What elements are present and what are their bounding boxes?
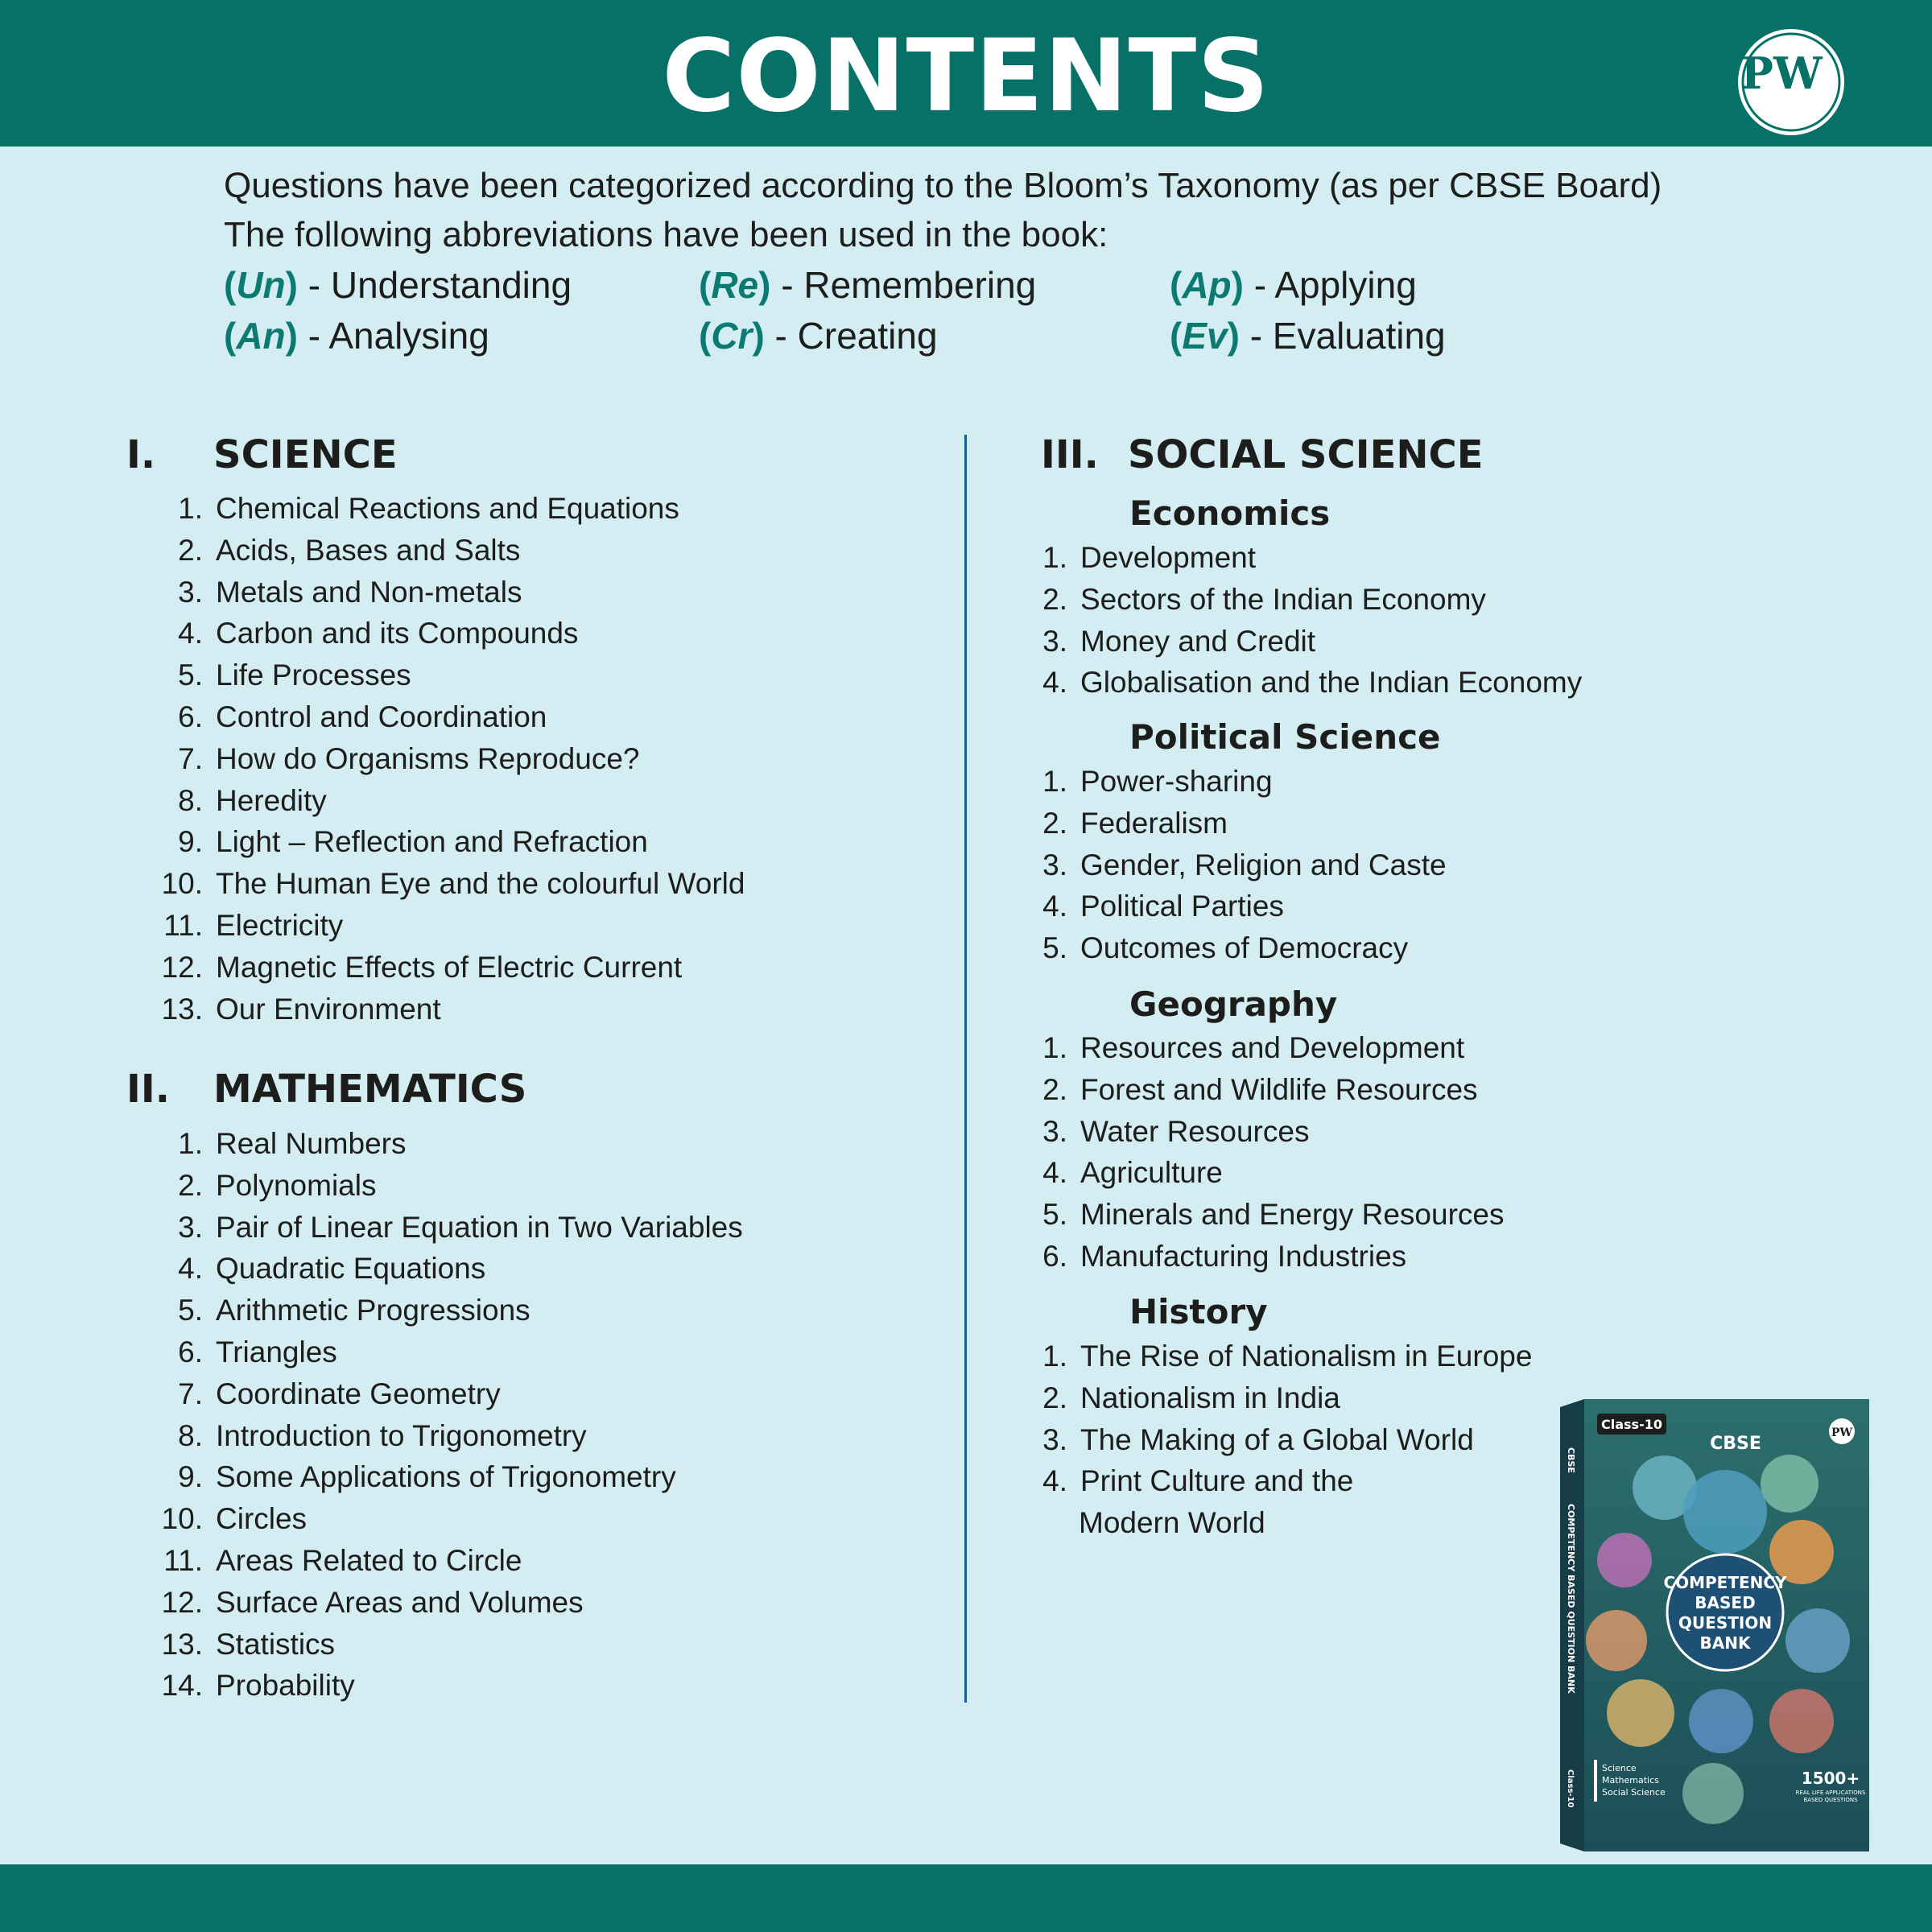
book-title-line: BANK [1699, 1633, 1751, 1653]
subsection-history-heading: History [1129, 1292, 1268, 1331]
book-count-caption: BASED QUESTIONS [1803, 1797, 1858, 1803]
abbr-analysing: (An) - Analysing [224, 315, 489, 357]
pw-logo-icon [1735, 26, 1847, 138]
chapter-title: Life Processes [216, 658, 411, 692]
chapter-number: 11. [163, 908, 203, 942]
chapter-title: Control and Coordination [216, 700, 547, 733]
chapter-title: Forest and Wildlife Resources [1080, 1072, 1478, 1106]
chapter-title: Coordinate Geometry [216, 1377, 501, 1410]
chapter-title: Surface Areas and Volumes [216, 1585, 584, 1619]
section-title: SCIENCE [213, 432, 398, 477]
abbr-label: - Creating [764, 315, 938, 357]
chapter-number: 13. [161, 992, 203, 1026]
chapter-title: Areas Related to Circle [216, 1543, 522, 1577]
chapter-number: 3. [1042, 1422, 1067, 1456]
chapter-title: Carbon and its Compounds [216, 617, 579, 650]
chapter-number: 12. [161, 1585, 203, 1619]
column-divider [964, 435, 967, 1703]
abbr-label: - Analysing [297, 315, 489, 357]
header-bar [0, 0, 1932, 147]
abbr-label: - Evaluating [1239, 315, 1446, 357]
chapter-number: 2. [178, 533, 203, 567]
abbr-code: Un [236, 264, 286, 306]
abbr-applying: (Ap) - Applying [1170, 264, 1417, 306]
chapter-number: 7. [178, 1377, 203, 1410]
intro-line-1: Questions have been categorized according to the Bloom’s Taxonomy (as per CBSE Board) [224, 166, 1662, 205]
chapter-number: 3. [1042, 1114, 1067, 1148]
chapter-title: Heredity [216, 783, 327, 817]
chapter-title: Real Numbers [216, 1127, 407, 1160]
abbr-label: - Applying [1243, 264, 1417, 306]
chapter-title: Sectors of the Indian Economy [1080, 582, 1486, 616]
section-mathematics-heading [126, 1065, 526, 1113]
chapter-title: Probability [216, 1669, 355, 1703]
abbr-evaluating: (Ev) - Evaluating [1170, 315, 1446, 357]
chapter-number: 4. [1042, 1156, 1067, 1190]
chapter-number: 10. [161, 867, 203, 901]
chapter-title: Electricity [216, 908, 344, 942]
section-social-science-heading [1041, 431, 1484, 479]
chapter-title: Resources and Development [1080, 1031, 1465, 1064]
chapter-number: 3. [1042, 624, 1067, 658]
abbr-remembering: (Re) - Remembering [699, 264, 1037, 306]
chapter-number: 1. [178, 492, 203, 525]
chapter-number: 6. [1042, 1239, 1067, 1273]
chapter-number: 9. [178, 1460, 203, 1494]
book-board: CBSE [1710, 1434, 1761, 1454]
book-count-caption: REAL LIFE APPLICATIONS [1795, 1790, 1866, 1796]
chapter-title: Gender, Religion and Caste [1080, 848, 1447, 881]
book-spine-board: CBSE [1566, 1447, 1576, 1473]
chapter-title: Federalism [1080, 806, 1228, 840]
chapter-title: Power-sharing [1080, 765, 1273, 798]
chapter-number: 8. [178, 1418, 203, 1452]
pw-logo-text: PW [1740, 47, 1823, 99]
page-title: CONTENTS [662, 19, 1270, 134]
book-subject: Science [1602, 1763, 1637, 1773]
book-cover-image [1560, 1399, 1869, 1852]
chapter-number: 5. [178, 658, 203, 692]
chapter-number: 10. [161, 1502, 203, 1536]
chapter-title: Acids, Bases and Salts [216, 533, 521, 567]
chapter-number: 5. [1042, 1198, 1067, 1232]
chapter-title: Manufacturing Industries [1080, 1239, 1407, 1273]
abbr-code: An [236, 315, 286, 357]
chapter-number: 4. [1042, 890, 1067, 923]
book-title-line: QUESTION [1678, 1613, 1773, 1633]
section-title: SOCIAL SCIENCE [1128, 432, 1484, 477]
chapter-number: 3. [178, 575, 203, 609]
abbr-label: - Remembering [770, 264, 1037, 306]
chapter-number: 12. [161, 950, 203, 984]
chapter-number: 3. [178, 1210, 203, 1244]
section-science-heading [126, 431, 398, 479]
chapter-title: Quadratic Equations [216, 1252, 486, 1286]
chapter-number: 1. [1042, 765, 1067, 798]
chapter-number: 1. [1042, 541, 1067, 574]
chapter-title: Polynomials [216, 1168, 377, 1202]
abbr-code: Re [711, 264, 759, 306]
book-spine-class: Class-10 [1566, 1769, 1575, 1808]
intro-line-2: The following abbreviations have been used in the book: [224, 215, 1108, 254]
chapter-title: Statistics [216, 1627, 336, 1661]
chapter-title: Triangles [216, 1335, 337, 1368]
abbr-creating: (Cr) - Creating [699, 315, 938, 357]
book-subject: Social Science [1602, 1787, 1666, 1798]
chapter-title: Magnetic Effects of Electric Current [216, 950, 683, 984]
chapter-title: Development [1080, 541, 1257, 574]
book-spine-title: COMPETENCY BASED QUESTION BANK [1566, 1504, 1576, 1694]
section-number: I. [126, 432, 156, 477]
chapter-title: Minerals and Energy Resources [1080, 1198, 1505, 1232]
chapter-title: Outcomes of Democracy [1080, 931, 1409, 965]
subsection-geography-heading: Geography [1129, 985, 1338, 1024]
chapter-title: Light – Reflection and Refraction [216, 825, 648, 859]
chapter-number: 2. [1042, 1072, 1067, 1106]
section-number: III. [1041, 432, 1099, 477]
chapter-title: Circles [216, 1502, 308, 1536]
abbr-code: Ap [1182, 264, 1232, 306]
chapter-title: Arithmetic Progressions [216, 1294, 530, 1327]
chapter-title: Introduction to Trigonometry [216, 1418, 587, 1452]
chapter-title: Print Culture and the [1080, 1464, 1354, 1498]
abbr-code: Ev [1182, 315, 1228, 357]
book-question-count: 1500+ [1801, 1769, 1860, 1788]
chapter-number: 14. [161, 1669, 203, 1703]
chapter-title: How do Organisms Reproduce? [216, 741, 640, 775]
chapter-number: 8. [178, 783, 203, 817]
chapter-number: 1. [178, 1127, 203, 1160]
chapter-number: 1. [1042, 1031, 1067, 1064]
abbr-understanding: (Un) - Understanding [224, 264, 572, 306]
chapter-number: 5. [1042, 931, 1067, 965]
footer-bar [0, 1864, 1932, 1932]
chapter-title: Some Applications of Trigonometry [216, 1460, 676, 1494]
chapter-number: 11. [163, 1543, 203, 1577]
chapter-title: The Rise of Nationalism in Europe [1080, 1340, 1533, 1373]
chapter-title: The Human Eye and the colourful World [216, 867, 745, 901]
chapter-number: 7. [178, 741, 203, 775]
chapter-number: 6. [178, 700, 203, 733]
chapter-title: Metals and Non-metals [216, 575, 522, 609]
chapter-number: 2. [1042, 806, 1067, 840]
chapter-number: 1. [1042, 1340, 1067, 1373]
chapter-title: Money and Credit [1080, 624, 1316, 658]
chapter-number: 5. [178, 1294, 203, 1327]
chapter-title: Chemical Reactions and Equations [216, 492, 679, 525]
chapter-title: Agriculture [1080, 1156, 1223, 1190]
chapter-title: Pair of Linear Equation in Two Variables [216, 1210, 743, 1244]
abbr-code: Cr [711, 315, 753, 357]
book-subject: Mathematics [1602, 1775, 1659, 1785]
abbr-label: - Understanding [297, 264, 572, 306]
chapter-number: 6. [178, 1335, 203, 1368]
chapter-number: 3. [1042, 848, 1067, 881]
chapter-number: 9. [178, 825, 203, 859]
subsection-political-science-heading: Political Science [1129, 717, 1441, 757]
section-title: MATHEMATICS [213, 1067, 527, 1112]
chapter-number: 2. [1042, 582, 1067, 616]
chapter-title: Water Resources [1080, 1114, 1310, 1148]
subsection-economics-heading: Economics [1129, 493, 1331, 533]
chapter-title: Political Parties [1080, 890, 1284, 923]
book-class-badge: Class-10 [1601, 1417, 1662, 1432]
intro-text [224, 161, 1662, 259]
section-number: II. [126, 1067, 170, 1112]
chapter-number: 4. [178, 1252, 203, 1286]
chapter-title-continuation: Modern World [1079, 1506, 1265, 1540]
chapter-number: 2. [1042, 1381, 1067, 1414]
chapter-title: Nationalism in India [1080, 1381, 1340, 1414]
chapter-number: 4. [1042, 1464, 1067, 1498]
chapter-title: Our Environment [216, 992, 441, 1026]
chapter-title: Globalisation and the Indian Economy [1080, 666, 1583, 700]
chapter-title: The Making of a Global World [1080, 1422, 1474, 1456]
book-title-line: COMPETENCY [1663, 1573, 1787, 1592]
book-title-line: BASED [1695, 1593, 1756, 1612]
book-logo: PW [1831, 1426, 1853, 1439]
chapter-number: 4. [178, 617, 203, 650]
chapter-number: 13. [161, 1627, 203, 1661]
chapter-number: 2. [178, 1168, 203, 1202]
chapter-number: 4. [1042, 666, 1067, 700]
